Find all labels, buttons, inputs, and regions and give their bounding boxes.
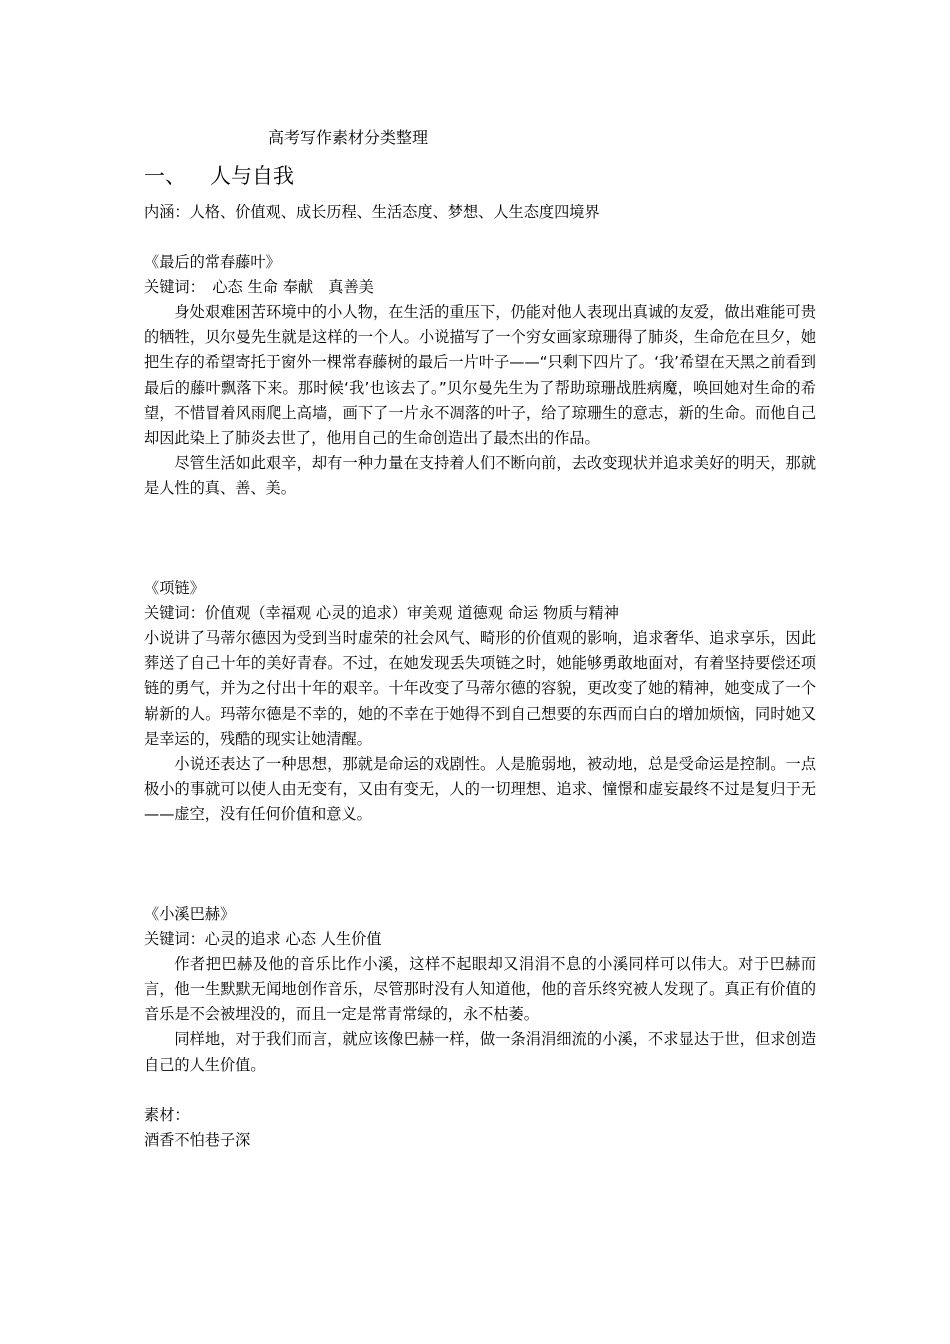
spacer (144, 501, 816, 576)
entry-title: 《最后的常春藤叶》 (144, 253, 281, 272)
entry-paragraph: 小说还表达了一种思想，那就是命运的戏剧性。人是脆弱地，被动地，总是受命运是控制。一点极小的事就可以使人由无变有，又由有变无，人的一切理想、追求、憧憬和虚妄最终不过是复归于无——虚空，没有任何价值和意义。 (144, 754, 816, 823)
material-label: 素材： (144, 1105, 190, 1124)
entry-paragraph: 同样地，对于我们而言，就应该像巴赫一样，做一条涓涓细流的小溪，不求显达于世，但求创造自己的人生价值。 (144, 1030, 816, 1074)
entry-keywords: 关键词： 心态 生命 奉献 真善美 (144, 278, 374, 297)
section-number: 一、 (144, 164, 186, 188)
document-body (144, 200, 816, 1153)
spacer (144, 827, 816, 902)
material-item: 酒香不怕巷子深 (144, 1130, 251, 1149)
entry-paragraph: 身处艰难困苦环境中的小人物，在生活的重压下，仍能对他人表现出真诚的友爱，做出难能可贵的牺牲，贝尔曼先生就是这样的一个人。小说描写了一个穷女画家琼珊得了肺炎，生命危在旦夕，她把生存的希望寄托于窗外一棵常春藤树的最后一片叶子——“只剩下四片了。‘我’希望在天黑之前看到最后的藤叶飘落下来。那时候‘我’也该去了。”贝尔曼先生为了帮助琼珊战胜病魔，唤回她对生命的希望，不惜冒着风雨爬上高墙，画下了一片永不凋落的叶子，给了琼珊生的意志，新的生命。而他自己却因此染上了肺炎去世了，他用自己的生命创造出了最杰出的作品。 (144, 303, 816, 447)
section-connotation: 内涵：人格、价值观、成长历程、生活态度、梦想、人生态度四境界 (144, 203, 600, 221)
entry-title: 《小溪巴赫》 (144, 904, 236, 923)
spacer (144, 225, 816, 250)
entry-keywords: 关键词：价值观（幸福观 心灵的追求）审美观 道德观 命运 物质与精神 (144, 604, 619, 623)
section-heading (144, 161, 294, 191)
entry-paragraph: 尽管生活如此艰辛，却有一种力量在支持着人们不断向前，去改变现状并追求美好的明天，那就是人性的真、善、美。 (144, 453, 816, 497)
entry-keywords: 关键词：心灵的追求 心态 人生价值 (144, 930, 382, 949)
entry-paragraph: 作者把巴赫及他的音乐比作小溪，这样不起眼却又涓涓不息的小溪同样可以伟大。对于巴赫而言，他一生默默无闻地创作音乐，尽管那时没有人知道他，他的音乐终究被人发现了。真正有价值的音乐是不会被埋没的，而且一定是常青常绿的，永不枯萎。 (144, 955, 816, 1024)
entry-title: 《项链》 (144, 579, 205, 598)
document-title: 高考写作素材分类整理 (268, 128, 429, 147)
spacer (144, 1078, 816, 1103)
section-title: 人与自我 (210, 164, 294, 188)
entry-paragraph: 小说讲了马蒂尔德因为受到当时虚荣的社会风气、畸形的价值观的影响，追求奢华、追求享乐，因此葬送了自己十年的美好青春。不过，在她发现丢失项链之时，她能够勇敢地面对，有着坚持要偿还项链的勇气，并为之付出十年的艰辛。十年改变了马蒂尔德的容貌，更改变了她的精神，她变成了一个崭新的人。玛蒂尔德是不幸的，她的不幸在于她得不到自己想要的东西而白白的增加烦恼，同时她又是幸运的，残酷的现实让她清醒。 (144, 629, 816, 748)
